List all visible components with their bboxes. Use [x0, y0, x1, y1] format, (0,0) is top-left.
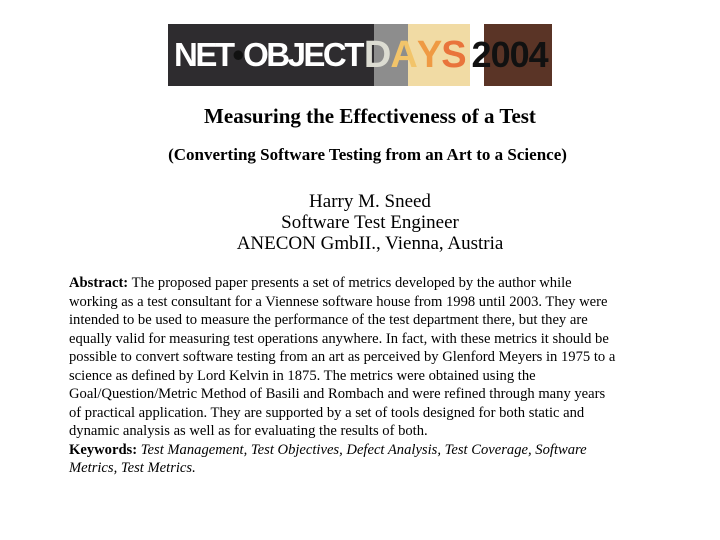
abstract-label: Abstract:	[69, 275, 129, 291]
keywords-label: Keywords:	[69, 441, 138, 458]
abstract-line: equally valid for measuring test operations anywhere. In fact, with these metrics it should be	[69, 330, 609, 347]
logo-net: NET	[174, 36, 233, 73]
abstract-line: dynamic analysis as well as for evaluating the results of both.	[69, 423, 428, 439]
abstract-section	[69, 274, 674, 478]
abstract-text: The proposed paper presents a set of metrics developed by the author while	[131, 275, 572, 291]
keywords-line	[69, 441, 674, 460]
abstract-line: working as a test consultant for a Viennese software house from 1998 until 2003. They were	[69, 293, 608, 310]
abstract-line: science as defined by Lord Kelvin in 1875. The metrics were obtained using the	[69, 367, 536, 384]
logo-days-y: Y	[416, 33, 442, 76]
logo-days-s: S	[441, 33, 466, 76]
abstract-line	[69, 274, 674, 293]
keywords-line: Metrics, Test Metrics.	[69, 460, 196, 476]
logo-dot: •	[232, 36, 244, 73]
logo-year: 2004	[471, 34, 548, 75]
paper-subtitle: (Converting Software Testing from an Art to a Science)	[168, 145, 567, 164]
abstract-line: possible to convert software testing from an art as perceived by Glenford Meyers in 1975 to a	[69, 349, 616, 365]
abstract-line: Goal/Question/Metric Method of Basili and Rombach and were refined through many years	[69, 386, 606, 402]
abstract-line: intended to be used to measure the performance of the test department there, but they are	[69, 312, 588, 328]
author-affiliation: ANECON GmbII., Vienna, Austria	[236, 233, 504, 254]
banner-text	[168, 24, 552, 86]
author-role: Software Test Engineer	[281, 212, 459, 233]
conference-logo-banner	[168, 24, 552, 86]
abstract-line: of practical application. They are supported by a set of tools designed for both static and	[69, 404, 585, 421]
author-name: Harry M. Sneed	[309, 191, 431, 212]
paper-title: Measuring the Effectiveness of a Test	[204, 104, 536, 128]
keywords-text: Test Management, Test Objectives, Defect Analysis, Test Coverage, Software	[140, 441, 587, 458]
logo-object: OBJECT	[243, 36, 362, 73]
logo-days-a: A	[390, 33, 417, 76]
author-block	[0, 191, 720, 254]
logo-days-d: D	[363, 33, 391, 76]
